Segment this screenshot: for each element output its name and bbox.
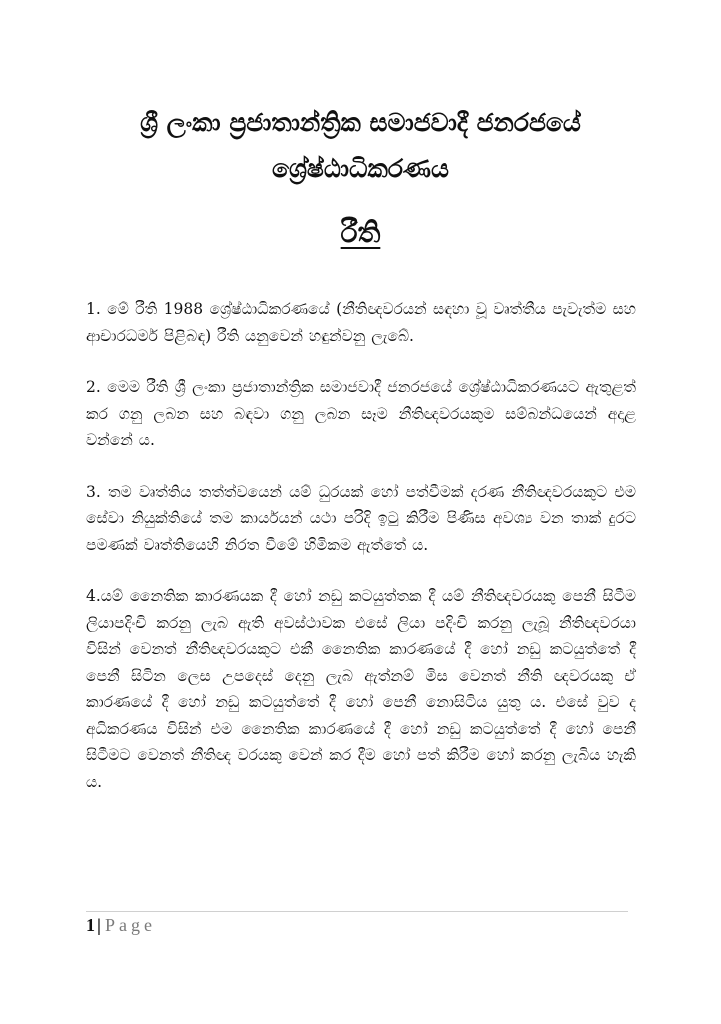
document-body	[86, 296, 636, 795]
footer-separator: |	[97, 915, 101, 935]
page-number: 1	[86, 915, 95, 935]
paragraph-1: 1. මේ රීති 1988 ශ්‍රේෂ්ඨාධිකරණයේ (නීතිඥවරයන් සඳහා වූ වෘත්තීය පැවැත්ම සහ ආචාරධර්ම පිළිබඳ) රීති යනුවෙන් හඳුන්වනු ලැබේ.	[86, 300, 636, 345]
paragraph-2: 2. මෙම රීති ශ්‍රී ලංකා ප්‍රජාතාන්ත්‍රික සමාජවාදී ජනරජයේ ශ්‍රේෂ්ඨාධිකරණයට ඇතුළත් කර ගනු ලබන සහ බඳවා ගනු ලබන සෑම නීතිඥවරයකුම සම්බන්ධයෙන් අදාළ වන්නේ ය.	[86, 378, 636, 449]
page-footer	[86, 915, 156, 936]
page-label: Page	[104, 915, 156, 935]
paragraph-4: 4.යම් නෛතික කාරණයක දී හෝ නඩු කටයුත්තක දී යම් නීතිඥවරයකු පෙනී සිටීම ලියාපදිංචි කරනු ලැබ ඇති අවස්ථාවක එසේ ලියා පදිංචි කරනු ලැබූ නීතිඥවරයා විසින් වෙනත් නීතිඥවරයකුට එකී නෛතික කාරණයේ දී හෝ නඩු කටයුත්තේ දී පෙනී සිටින ලෙස උපදෙස් දෙනු ලැබ ඇත්නම් මිස වෙනත් නීති ඥවරයකු ඒ කාරණයේ දී හෝ නඩු කටයුත්තේ දී හෝ පෙනී නොසිටිය යුතු ය. එසේ වුව ද අධිකරණය විසින් එම නෛතික කාරණයේ දී හෝ නඩු කටයුත්තේ දී හෝ පෙනී සිටීමට වෙනත් නීතිඥ වරයකු වෙන් කර දීම හෝ පත් කිරීම හෝ කරනු ලැබිය හැකි ය.	[86, 587, 636, 791]
section-heading: රීති	[340, 216, 381, 249]
paragraph-3: 3. තම වෘත්තිය තත්ත්වයෙන් යම් ධුරයක් හෝ පත්වීමක් දරණ නීතිඥවරයකුට එම සේවා නියුක්තියේ තම කාර්යයන් යථා පරිදි ඉටු කිරීම පිණිස අවශ්‍ය වන තාක් දුරට පමණක් වෘත්තියෙහි නිරත වීමේ හිමිකම ඇත්තේ ය.	[86, 482, 636, 554]
document-title: ශ්‍රී ලංකා ප්‍රජාතාන්ත්‍රික සමාජවාදී ජනරජයේ ශ්‍රේෂ්ඨාධිකරණය	[140, 108, 581, 183]
footer-divider	[86, 911, 628, 912]
